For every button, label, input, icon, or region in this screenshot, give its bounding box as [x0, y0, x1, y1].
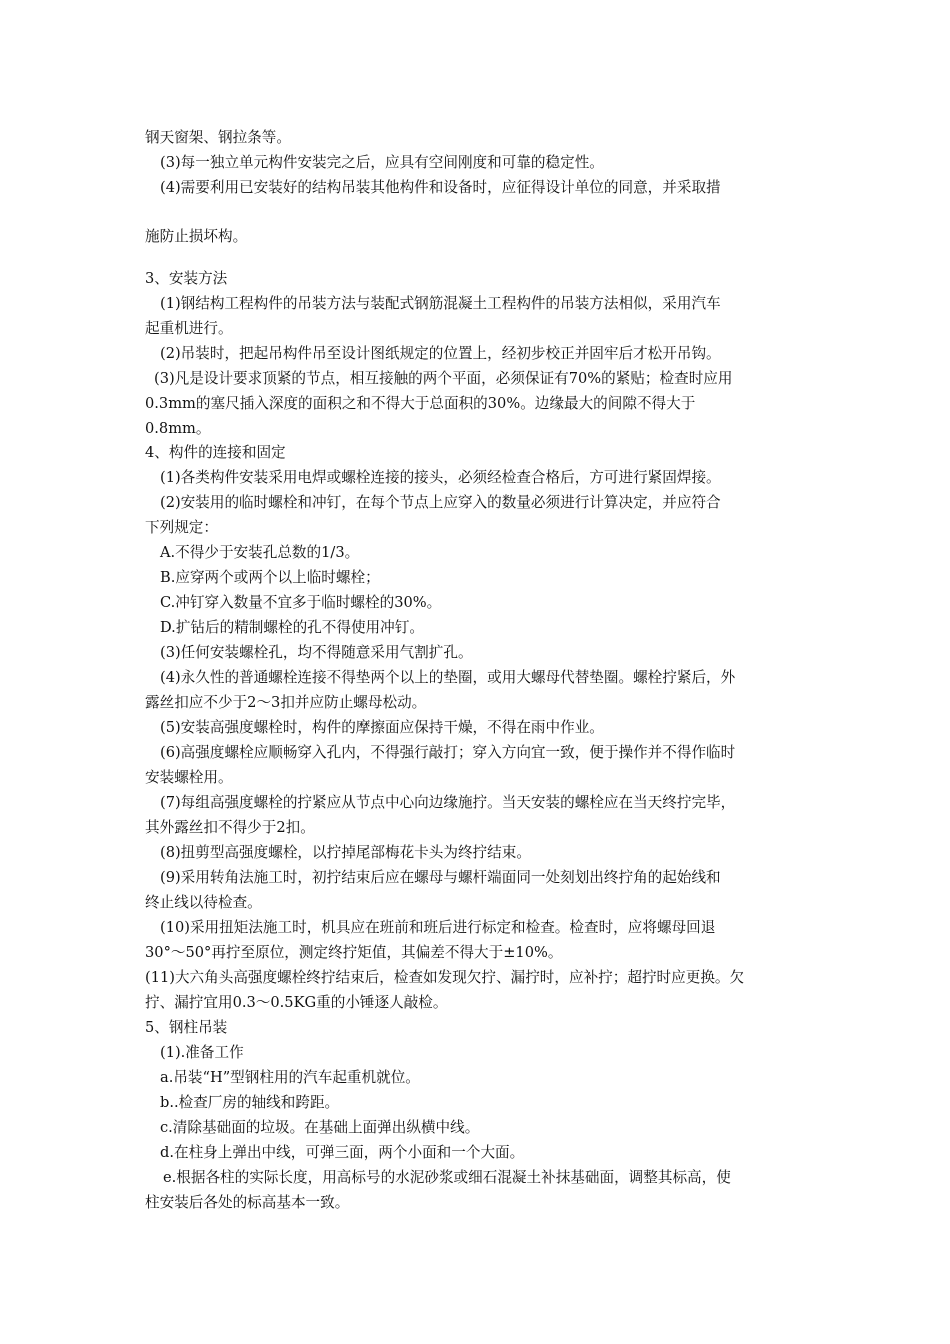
text-line: 30°～50°再拧至原位，测定终拧矩值，其偏差不得大于±10%。 [145, 944, 563, 961]
text-line: (3)任何安装螺栓孔，均不得随意采用气割扩孔。 [160, 644, 473, 661]
text-line: 拧、漏拧宜用0.3～0.5KG重的小锤逐人敲检。 [145, 994, 448, 1011]
text-line: 0.3mm的塞尺插入深度的面积之和不得大于总面积的30%。边缘最大的间隙不得大于 [145, 395, 696, 412]
text-line: (9)采用转角法施工时，初拧结束后应在螺母与螺杆端面同一处刻划出终拧角的起始线和 [160, 869, 721, 886]
text-line: (3)凡是设计要求顶紧的节点，相互接触的两个平面，必须保证有70%的紧贴；检查时应用 [154, 370, 733, 387]
text-line: 柱安装后各处的标高基本一致。 [145, 1194, 350, 1211]
text-line: 安装螺栓用。 [145, 769, 233, 786]
list-item: B.应穿两个或两个以上临时螺栓； [160, 569, 380, 586]
list-item: D.扩钻后的精制螺栓的孔不得使用冲钉。 [160, 619, 424, 636]
text-line: 起重机进行。 [145, 320, 233, 337]
text-line: 终止线以待检查。 [145, 894, 262, 911]
text-line: (2)安装用的临时螺栓和冲钉，在每个节点上应穿入的数量必须进行计算决定，并应符合 [160, 494, 721, 511]
text-line: (3)每一独立单元构件安装完之后，应具有空间刚度和可靠的稳定性。 [160, 154, 604, 171]
list-item: a.吊装“H”型钢柱用的汽车起重机就位。 [160, 1069, 420, 1086]
text-line: 钢天窗架、钢拉条等。 [145, 129, 291, 146]
text-line: (2)吊装时，把起吊构件吊至设计图纸规定的位置上，经初步校正并固牢后才松开吊钩。 [160, 345, 721, 362]
text-line: (1)钢结构工程构件的吊装方法与装配式钢筋混凝土工程构件的吊装方法相似，采用汽车 [160, 295, 721, 312]
text-line: (4)永久性的普通螺栓连接不得垫两个以上的垫圈，或用大螺母代替垫圈。螺栓拧紧后，外 [160, 669, 736, 686]
text-line: (6)高强度螺栓应顺畅穿入孔内，不得强行敲打；穿入方向宜一致，便于操作并不得作临时 [160, 744, 736, 761]
text-line: 其外露丝扣不得少于2扣。 [145, 819, 315, 836]
list-item: c.清除基础面的垃圾。在基础上面弹出纵横中线。 [160, 1119, 480, 1136]
section-heading: 3、安装方法 [145, 270, 228, 287]
text-line: 0.8mm。 [145, 420, 211, 437]
list-item: C.冲钉穿入数量不宜多于临时螺栓的30%。 [160, 594, 442, 611]
text-line: (8)扭剪型高强度螺栓，以拧掉尾部梅花卡头为终拧结束。 [160, 844, 531, 861]
list-item: d.在柱身上弹出中线，可弹三面，两个小面和一个大面。 [160, 1144, 525, 1161]
text-line: (11)大六角头高强度螺栓终拧结束后，检查如发现欠拧、漏拧时，应补拧；超拧时应更换。欠 [145, 969, 745, 986]
text-line: (5)安装高强度螺栓时，构件的摩擦面应保持干燥，不得在雨中作业。 [160, 719, 604, 736]
text-line: (1)各类构件安装采用电焊或螺栓连接的接头，必须经检查合格后，方可进行紧固焊接。 [160, 469, 721, 486]
text-line: (1).准备工作 [160, 1044, 244, 1061]
list-item: e.根据各柱的实际长度，用高标号的水泥砂浆或细石混凝土补抹基础面，调整其标高，使 [163, 1169, 731, 1186]
list-item: b..检查厂房的轴线和跨距。 [160, 1094, 340, 1111]
text-line: 施防止损坏构。 [145, 228, 248, 245]
text-line: 露丝扣应不少于2～3扣并应防止螺母松动。 [145, 694, 427, 711]
text-line: (7)每组高强度螺栓的拧紧应从节点中心向边缘施拧。当天安装的螺栓应在当天终拧完毕， [160, 794, 736, 811]
text-line: (4)需要利用已安装好的结构吊装其他构件和设备时，应征得设计单位的同意，并采取措 [160, 179, 721, 196]
section-heading: 5、钢柱吊装 [145, 1019, 228, 1036]
section-heading: 4、构件的连接和固定 [145, 444, 286, 461]
text-line: 下列规定： [145, 519, 218, 536]
list-item: A.不得少于安装孔总数的1/3。 [160, 544, 360, 561]
text-line: (10)采用扭矩法施工时，机具应在班前和班后进行标定和检查。检查时，应将螺母回退 [160, 919, 716, 936]
